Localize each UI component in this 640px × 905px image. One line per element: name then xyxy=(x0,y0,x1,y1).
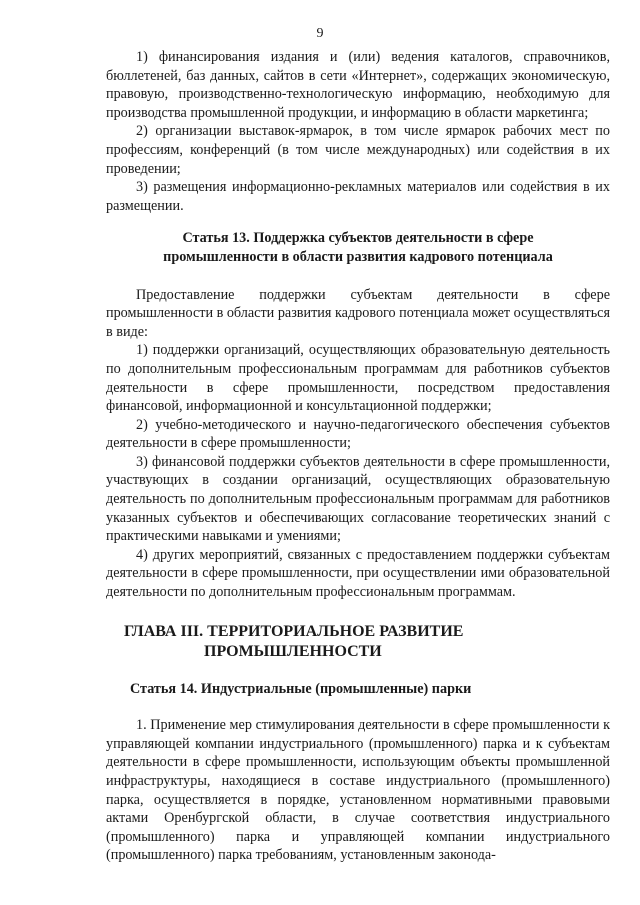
article-13-item-2: 2) учебно-методического и научно-педагогического обеспечения субъектов деятельности в сфере промышленности; xyxy=(106,416,610,452)
article-14-paragraph-1: 1. Применение мер стимулирования деятельности в сфере промышленности к управляющей компании индустриального (промышленного) парка и к субъектам деятельности в сфере промышленности, использующим объекты промышленной инфраструктуры, находящиеся в составе индустриального (промышленного) парка, осуществляется в порядке, установленном нормативными правовыми актами Оренбургской области, в случае соответствия индустриального (промышленного) парка и управляющей компании индустриального (промышленного) парка требованиям, установленным законода- xyxy=(106,717,610,864)
paragraph-item-3: 3) размещения информационно-рекламных материалов или содействия в их размещении. xyxy=(106,179,610,214)
chapter-3-title-line-2: ПРОМЫШЛЕННОСТИ xyxy=(204,642,382,660)
paragraph-item-1: 1) финансирования издания и (или) ведения каталогов, справочников, бюллетеней, баз данных, сайтов в сети «Интернет», содержащих экономическую, правовую, производственно-технологическую информацию, необходимую для производства промышленной продукции, и информацию в области маркетинга; xyxy=(106,49,610,121)
chapter-3-title xyxy=(106,622,610,662)
chapter-3-title-line-1: ГЛАВА III. ТЕРРИТОРИАЛЬНОЕ РАЗВИТИЕ xyxy=(124,622,464,640)
page-content xyxy=(106,48,610,865)
article-13-item-3: 3) финансовой поддержки субъектов деятельности в сфере промышленности, участвующих в создании организаций, осуществляющих образовательную деятельность по дополнительным профессиональным программам для работников указанных субъектов и обеспечивающих согласование теоретических знаний с практическими навыками и умениями; xyxy=(106,453,610,545)
article-14-title: Статья 14. Индустриальные (промышленные) парки xyxy=(130,680,472,697)
page-number: 9 xyxy=(316,26,324,41)
paragraph-item-2: 2) организации выставок-ярмарок, в том числе ярмарок рабочих мест по профессиям, конференций (в том числе международных) или содействия в их проведении; xyxy=(106,123,610,177)
article-13-item-1: 1) поддержки организаций, осуществляющих образовательную деятельность по дополнительным профессиональным программам для работников субъектов деятельности в сфере промышленности, посредством предоставления финансовой, информационной и консультационной поддержки; xyxy=(106,342,610,415)
article-13-title: Статья 13. Поддержка субъектов деятельности в сфере промышленности в области развития кадрового потенциала xyxy=(163,230,553,265)
article-13-item-4: 4) других мероприятий, связанных с предоставлением поддержки субъектам деятельности в сфере промышленности, при осуществлении ими образовательной деятельности по дополнительным профессиональным программам. xyxy=(106,546,610,601)
article-13-intro: Предоставление поддержки субъектам деятельности в сфере промышленности в области развития кадрового потенциала может осуществляться в виде: xyxy=(106,286,610,340)
